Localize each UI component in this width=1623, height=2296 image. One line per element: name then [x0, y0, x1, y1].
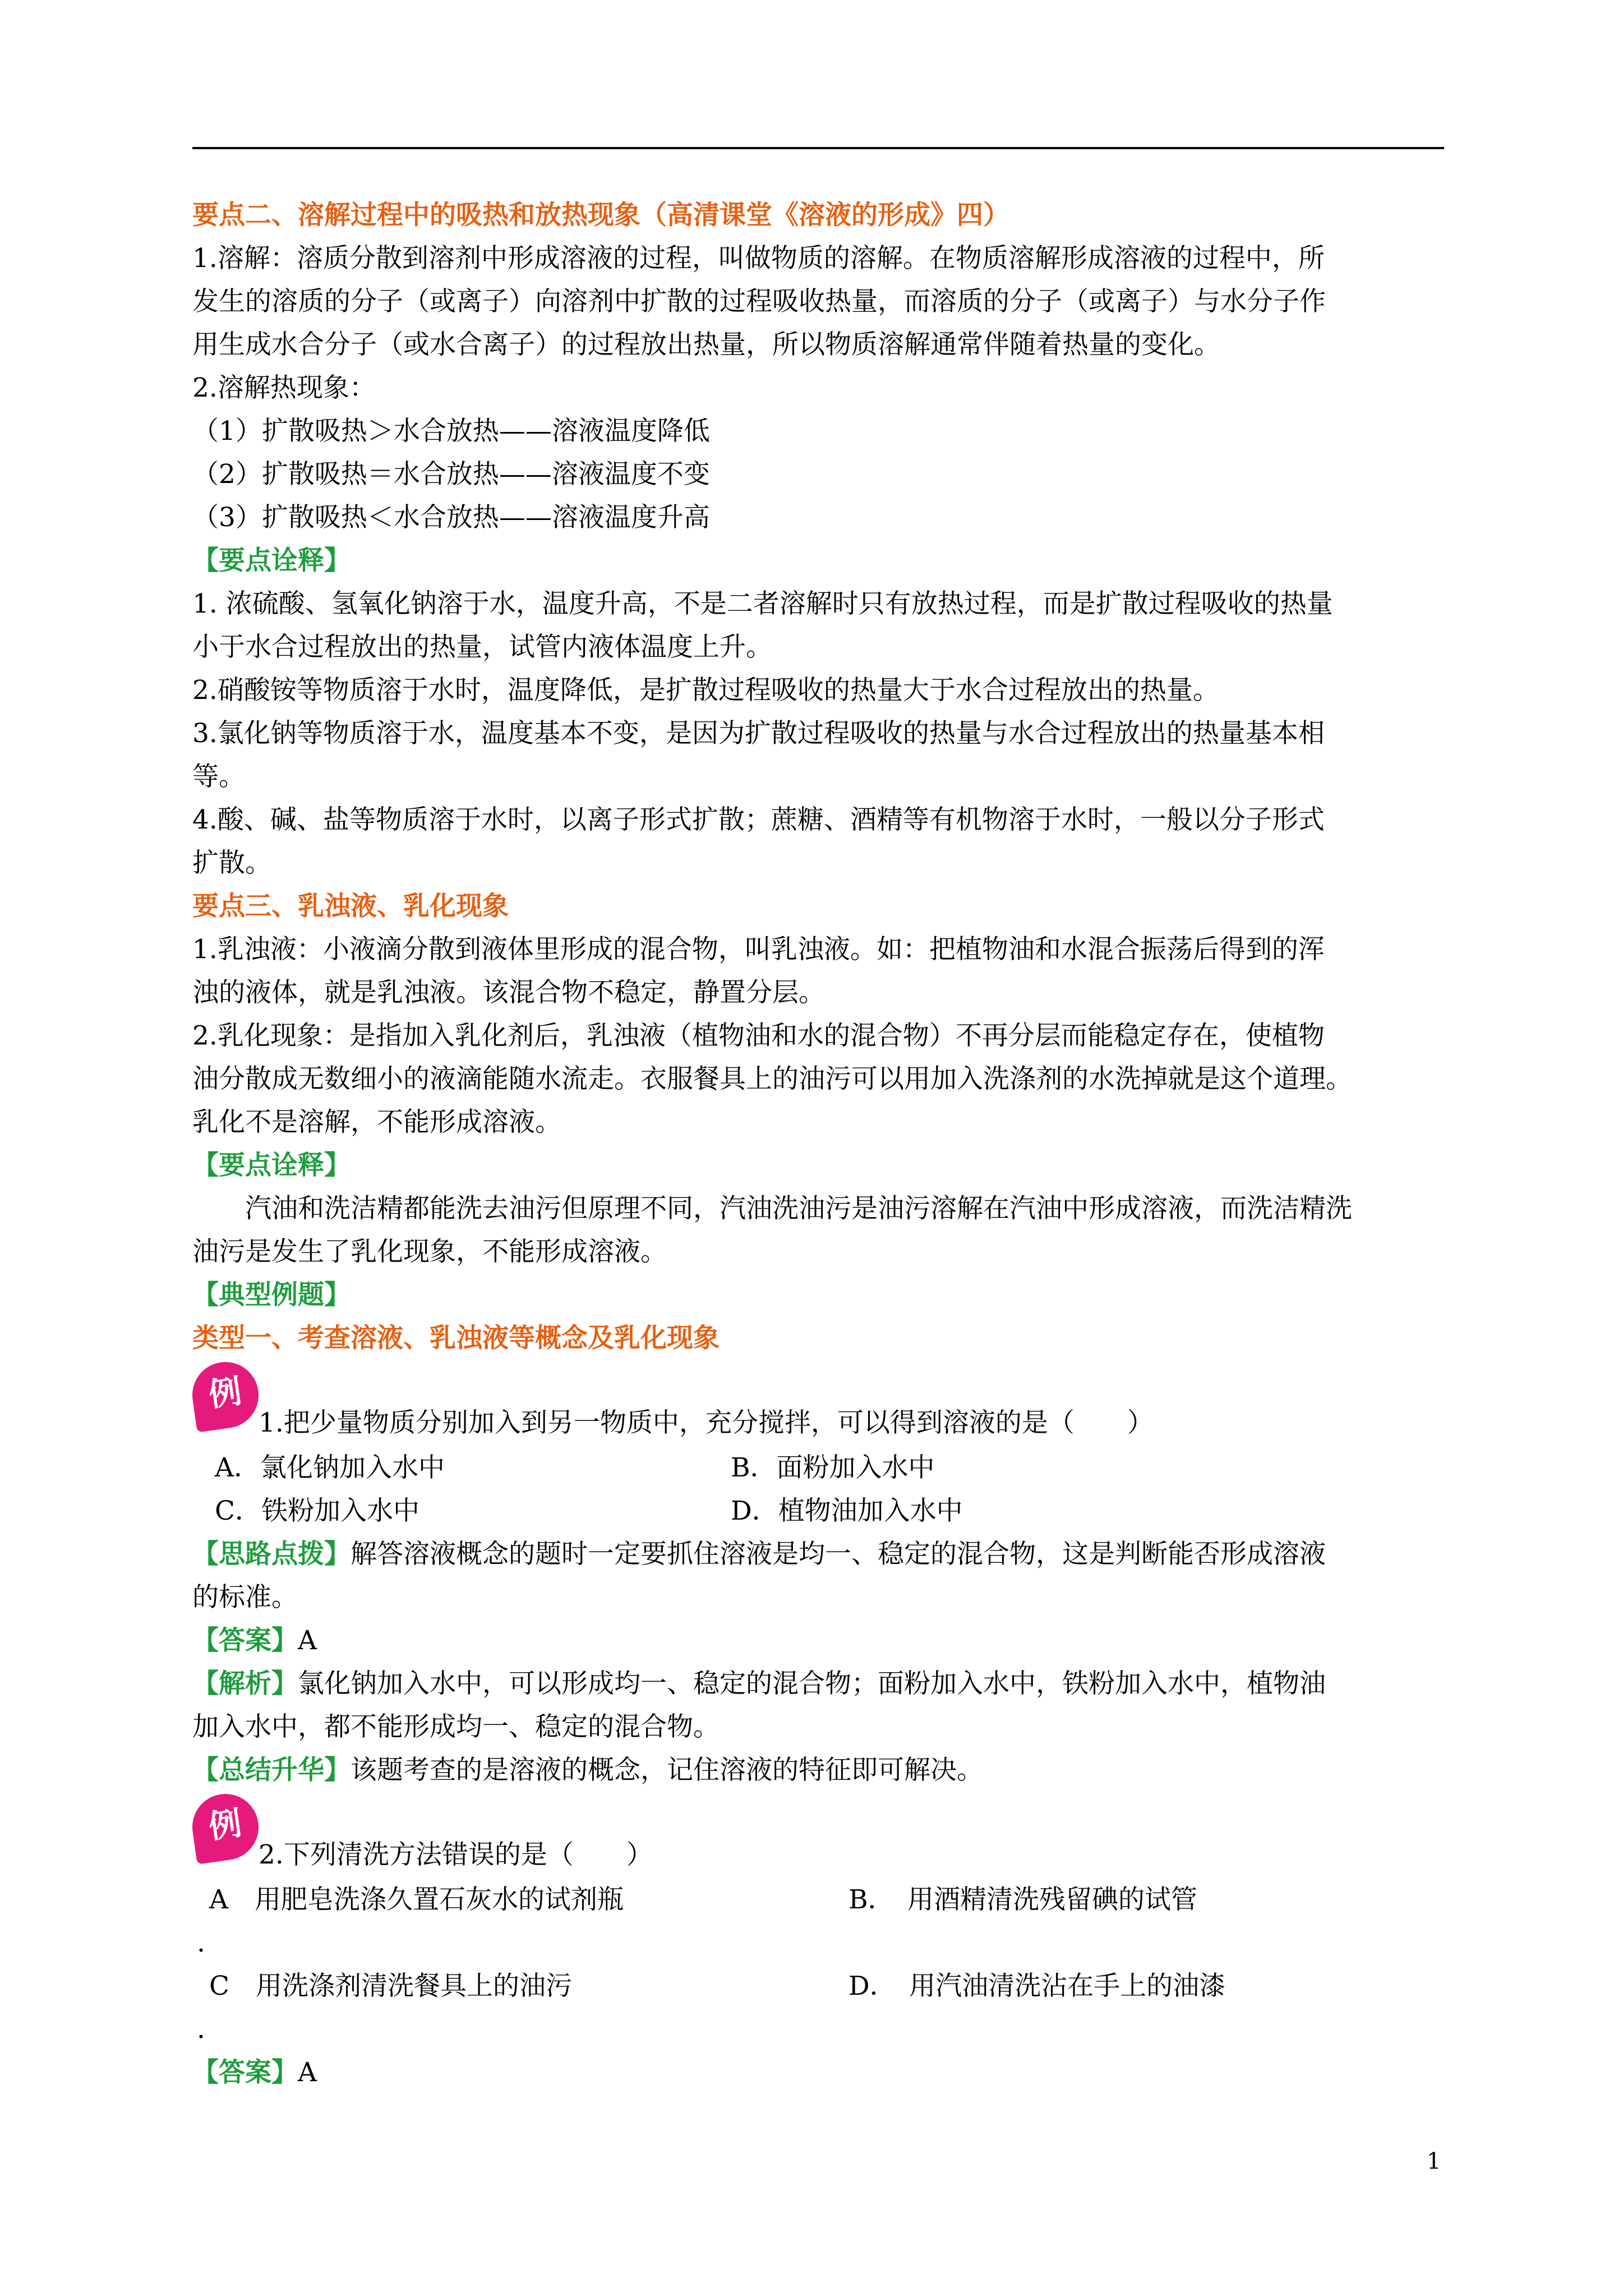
option-d: D．植物油加入水中	[731, 1496, 963, 1526]
paragraph-line: 1.乳浊液：小液滴分散到液体里形成的混合物，叫乳浊液。如：把植物油和水混合振荡后得到的浑	[192, 934, 1325, 965]
list-item: （3）扩散吸热＜水合放热——溶液温度升高	[192, 502, 710, 533]
paragraph-line: 2.硝酸铵等物质溶于水时，温度降低，是扩散过程吸收的热量大于水合过程放出的热量。	[192, 675, 1219, 706]
answer-value: A	[298, 2057, 317, 2088]
answer-value: A	[298, 1625, 317, 1656]
paragraph-line: 扩散。	[192, 848, 271, 878]
analysis-line	[192, 1662, 1444, 1705]
stray-dot: .	[197, 2014, 205, 2045]
note-label: 【要点诠释】	[192, 545, 351, 576]
summary-line	[192, 1749, 1444, 1792]
paragraph-line: 2.乳化现象：是指加入乳化剂后，乳浊液（植物油和水的混合物）不再分层而能稳定存在，使植物	[192, 1020, 1325, 1051]
options-row	[192, 1964, 1444, 2008]
paragraph-line: 小于水合过程放出的热量，试管内液体温度上升。	[192, 632, 772, 662]
analysis-text: 氯化钠加入水中，可以形成均一、稳定的混合物；面粉加入水中，铁粉加入水中，植物油	[298, 1668, 1326, 1699]
paragraph-line: 用生成水合分子（或水合离子）的过程放出热量，所以物质溶解通常伴随着热量的变化。	[192, 329, 1220, 360]
hint-text: 解答溶液概念的题时一定要抓住溶液是均一、稳定的混合物，这是判断能否形成溶液	[351, 1539, 1326, 1570]
example1-question	[192, 1360, 1444, 1446]
example-badge-icon: 例	[188, 1358, 262, 1432]
examples-label: 【典型例题】	[192, 1280, 351, 1310]
option-d: D． 用汽油清洗沾在手上的油漆	[849, 1971, 1226, 2001]
paragraph-line: 汽油和洗洁精都能洗去油污但原理不同，汽油洗油污是油污溶解在汽油中形成溶液，而洗洁精洗	[245, 1193, 1352, 1224]
question-text: 2.下列清洗方法错误的是（ ）	[259, 1839, 653, 1870]
paragraph-line: 浊的液体，就是乳浊液。该混合物不稳定，静置分层。	[192, 977, 825, 1008]
paragraph-line: 发生的溶质的分子（或离子）向溶剂中扩散的过程吸收热量，而溶质的分子（或离子）与水分子作	[192, 286, 1326, 317]
paragraph-line: 乳化不是溶解，不能形成溶液。	[192, 1107, 561, 1138]
options-row	[192, 1878, 1444, 1921]
paragraph-line: 2.溶解热现象：	[192, 372, 376, 403]
question-text: 1.把少量物质分别加入到另一物质中，充分搅拌，可以得到溶液的是（ ）	[259, 1407, 1154, 1438]
summary-text: 该题考查的是溶液的概念，记住溶液的特征即可解决。	[351, 1755, 983, 1786]
paragraph-line: 加入水中，都不能形成均一、稳定的混合物。	[192, 1711, 720, 1742]
document-body	[192, 194, 1444, 2094]
example2-question	[192, 1792, 1444, 1878]
note-label: 【要点诠释】	[192, 1150, 351, 1181]
option-b: B．面粉加入水中	[731, 1452, 935, 1483]
option-a: A 用肥皂洗涤久置石灰水的试剂瓶	[209, 1884, 624, 1915]
option-a: A．氯化钠加入水中	[215, 1452, 445, 1483]
section3-heading: 要点三、乳浊液、乳化现象	[192, 891, 509, 922]
paragraph-line: 1.溶解：溶质分散到溶剂中形成溶液的过程，叫做物质的溶解。在物质溶解形成溶液的过程中，所	[192, 243, 1325, 274]
paragraph-line: 等。	[192, 761, 245, 792]
list-item: （1）扩散吸热＞水合放热——溶液温度降低	[192, 416, 710, 447]
paragraph-line: 1. 浓硫酸、氢氧化钠溶于水，温度升高，不是二者溶解时只有放热过程，而是扩散过程吸收的热量	[192, 588, 1333, 619]
summary-label: 【总结升华】	[192, 1755, 351, 1786]
paragraph-line: 4.酸、碱、盐等物质溶于水时，以离子形式扩散；蔗糖、酒精等有机物溶于水时，一般以分子形式	[192, 804, 1325, 835]
paragraph-line: 油污是发生了乳化现象，不能形成溶液。	[192, 1236, 667, 1267]
options-row	[192, 1489, 1444, 1533]
type1-heading: 类型一、考查溶液、乳浊液等概念及乳化现象	[192, 1323, 720, 1354]
paragraph-line: 油分散成无数细小的液滴能随水流走。衣服餐具上的油污可以用加入洗涤剂的水洗掉就是这个道理。	[192, 1064, 1352, 1094]
analysis-label: 【解析】	[192, 1668, 298, 1699]
paragraph-line: 3.氯化钠等物质溶于水，温度基本不变，是因为扩散过程吸收的热量与水合过程放出的热量基本相	[192, 718, 1325, 749]
hint-line	[192, 1533, 1444, 1576]
stray-dot: .	[197, 1927, 205, 1958]
page-number: 1	[1427, 2148, 1441, 2174]
list-item: （2）扩散吸热＝水合放热——溶液温度不变	[192, 459, 710, 490]
paragraph-line: 的标准。	[192, 1582, 298, 1613]
option-c: C．铁粉加入水中	[215, 1496, 419, 1526]
example-badge-icon: 例	[188, 1789, 262, 1864]
answer-line	[192, 1619, 1444, 1662]
options-row	[192, 1446, 1444, 1489]
header-rule	[192, 147, 1444, 149]
answer-line	[192, 2051, 1444, 2094]
hint-label: 【思路点拨】	[192, 1539, 351, 1570]
answer-label: 【答案】	[192, 2057, 298, 2088]
answer-label: 【答案】	[192, 1625, 298, 1656]
option-b: B． 用酒精清洗残留碘的试管	[849, 1884, 1198, 1915]
section2-heading: 要点二、溶解过程中的吸热和放热现象（高清课堂《溶液的形成》四）	[192, 200, 1009, 231]
option-c: C 用洗涤剂清洗餐具上的油污	[209, 1971, 572, 2001]
